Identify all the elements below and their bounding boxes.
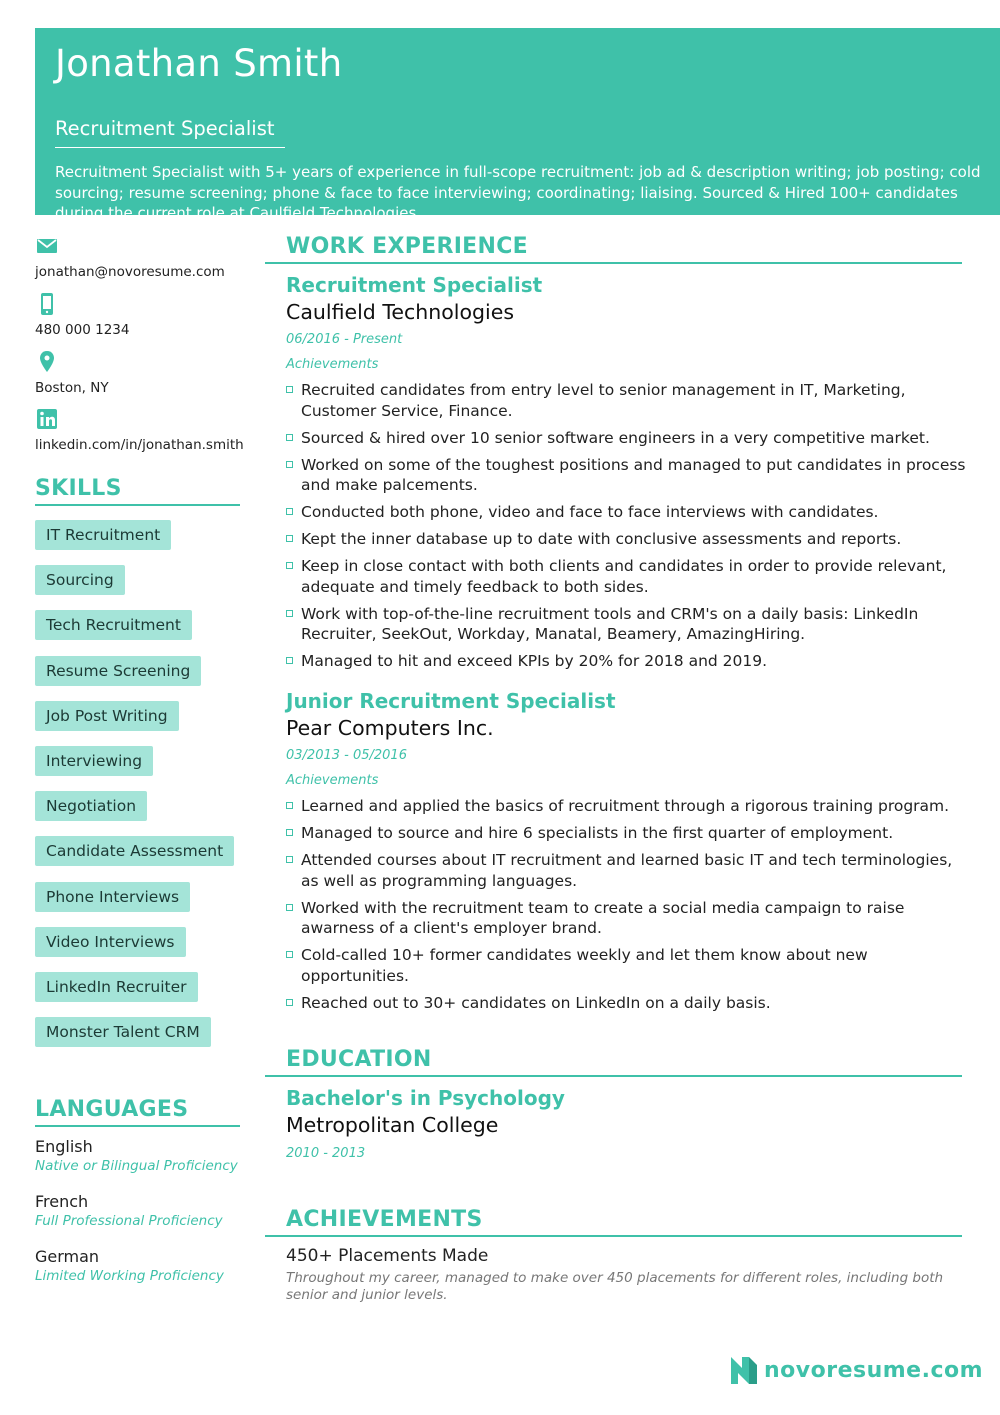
achievement-bullet: Reached out to 30+ candidates on LinkedIn on a daily basis. <box>286 993 966 1014</box>
achievement-bullet: Attended courses about IT recruitment and learned basic IT and tech terminologies, as well as programming languages. <box>286 850 966 891</box>
skill-tag: Interviewing <box>35 746 153 776</box>
contact-email <box>35 234 225 280</box>
language-name: French <box>35 1192 89 1211</box>
achievement-bullet: Sourced & hired over 10 senior software engineers in a very competitive market. <box>286 428 966 449</box>
languages-heading: LANGUAGES <box>35 1097 189 1122</box>
email-text[interactable]: jonathan@novoresume.com <box>35 264 225 280</box>
skill-tag: Monster Talent CRM <box>35 1017 211 1047</box>
language-name: German <box>35 1247 100 1266</box>
education-divider <box>265 1075 962 1077</box>
contact-phone <box>35 292 130 338</box>
achievement-bullet: Learned and applied the basics of recruitment through a rigorous training program. <box>286 796 966 817</box>
achievement-bullet: Conducted both phone, video and face to face interviews with candidates. <box>286 502 966 523</box>
achievement-bullet: Keep in close contact with both clients and candidates in order to provide relevant, adequate and timely feedback to both sides. <box>286 556 966 597</box>
achievement-bullet: Kept the inner database up to date with conclusive assessments and reports. <box>286 529 966 550</box>
job-achievements-list <box>286 380 966 678</box>
achievement-bullet: Worked with the recruitment team to create a social media campaign to raise awarness of a client's employer brand. <box>286 898 966 939</box>
achievements-label: Achievements <box>286 773 379 788</box>
achievement-description: Throughout my career, managed to make over 450 placements for different roles, including both senior and junior levels. <box>286 1270 944 1303</box>
novoresume-n-icon <box>728 1354 760 1386</box>
candidate-role: Recruitment Specialist <box>55 117 275 140</box>
work-experience-divider <box>265 262 962 264</box>
contact-location <box>35 350 109 396</box>
location-text: Boston, NY <box>35 380 109 396</box>
job-achievements-list <box>286 796 966 1020</box>
skill-tag: IT Recruitment <box>35 520 171 550</box>
contact-linkedin <box>35 407 244 453</box>
skill-tag: Tech Recruitment <box>35 610 192 640</box>
skill-tag: Resume Screening <box>35 656 201 686</box>
achievement-bullet: Work with top-of-the-line recruitment tools and CRM's on a daily basis: LinkedIn Recruiter, SeekOut, Workday, Manatal, Beamery, AmazingHiring. <box>286 604 966 645</box>
candidate-name: Jonathan Smith <box>55 42 343 85</box>
degree-title: Bachelor's in Psychology <box>286 1086 565 1110</box>
profile-summary: Recruitment Specialist with 5+ years of experience in full-scope recruitment: job ad & description writing; job posting; cold sourcing; resume screening; phone & face to face interviewing; coordinating; liaising. Sourced & Hired 100+ candidates during the current role at Caulfield Technologies. <box>55 163 981 222</box>
language-name: English <box>35 1137 93 1156</box>
skill-tag: Negotiation <box>35 791 147 821</box>
skill-tag: LinkedIn Recruiter <box>35 972 198 1002</box>
linkedin-icon <box>35 407 59 431</box>
languages-divider <box>35 1125 240 1127</box>
achievement-bullet: Recruited candidates from entry level to senior management in IT, Marketing, Customer Service, Finance. <box>286 380 966 421</box>
achievement-bullet: Managed to source and hire 6 specialists in the first quarter of employment. <box>286 823 966 844</box>
achievements-label: Achievements <box>286 357 379 372</box>
language-level: Full Professional Proficiency <box>35 1213 223 1229</box>
achievement-bullet: Cold-called 10+ former candidates weekly and let them know about new opportunities. <box>286 945 966 986</box>
job-title: Junior Recruitment Specialist <box>286 689 616 713</box>
email-icon <box>35 234 59 258</box>
achievement-bullet: Managed to hit and exceed KPIs by 20% for 2018 and 2019. <box>286 651 966 672</box>
achievements-heading: ACHIEVEMENTS <box>286 1207 483 1232</box>
work-experience-heading: WORK EXPERIENCE <box>286 234 528 259</box>
skill-tag: Sourcing <box>35 565 125 595</box>
role-underline <box>55 147 285 148</box>
novoresume-brand-text: novoresume.com <box>764 1357 984 1383</box>
achievements-divider <box>265 1235 962 1237</box>
company-name: Pear Computers Inc. <box>286 716 494 740</box>
language-level: Limited Working Proficiency <box>35 1268 224 1284</box>
language-item <box>35 1247 224 1284</box>
achievement-bullet: Worked on some of the toughest positions and managed to put candidates in process and make palcements. <box>286 455 966 496</box>
school-name: Metropolitan College <box>286 1113 499 1137</box>
phone-text: 480 000 1234 <box>35 322 130 338</box>
linkedin-text[interactable]: linkedin.com/in/jonathan.smith <box>35 437 244 453</box>
language-level: Native or Bilingual Proficiency <box>35 1158 238 1174</box>
job-dates: 06/2016 - Present <box>286 332 403 347</box>
job-dates: 03/2013 - 05/2016 <box>286 748 407 763</box>
skills-heading: SKILLS <box>35 476 122 501</box>
location-pin-icon <box>35 350 59 374</box>
skill-tag: Phone Interviews <box>35 882 190 912</box>
job-title: Recruitment Specialist <box>286 273 543 297</box>
language-item <box>35 1137 238 1174</box>
skill-tag: Video Interviews <box>35 927 186 957</box>
skill-tag: Job Post Writing <box>35 701 179 731</box>
skills-divider <box>35 504 240 506</box>
education-heading: EDUCATION <box>286 1047 432 1072</box>
achievement-title: 450+ Placements Made <box>286 1246 489 1266</box>
novoresume-logo[interactable] <box>728 1354 983 1386</box>
language-item <box>35 1192 223 1229</box>
company-name: Caulfield Technologies <box>286 300 515 324</box>
skill-tag: Candidate Assessment <box>35 836 234 866</box>
phone-icon <box>35 292 59 316</box>
education-dates: 2010 - 2013 <box>286 1146 366 1161</box>
header-banner <box>35 28 1000 222</box>
